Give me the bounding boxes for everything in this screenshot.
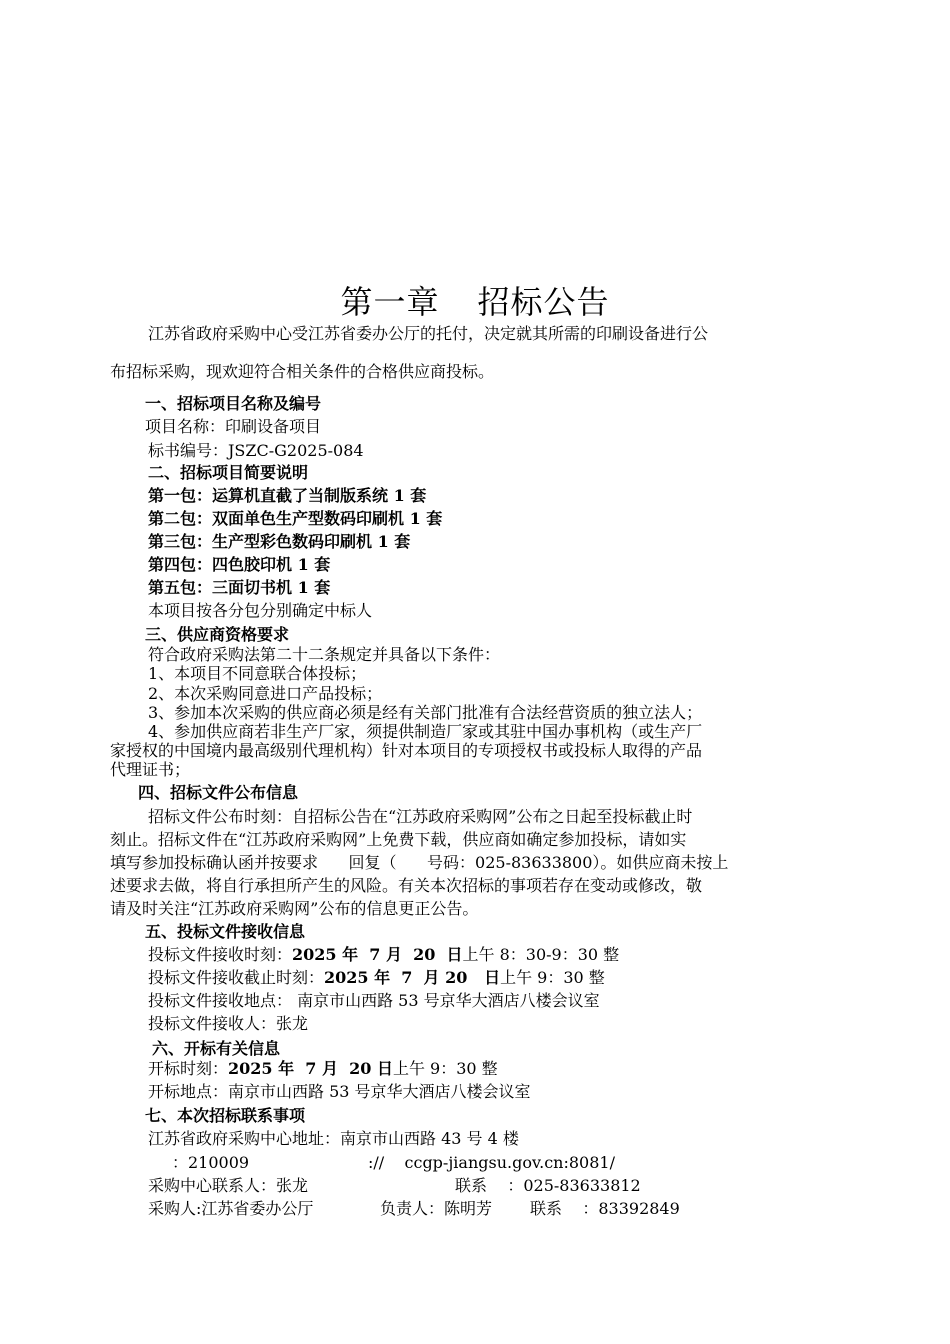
package-note: 本项目按各分包分别确定中标人 [148,601,373,620]
doc-info-line-2: 刻止。招标文件在“江苏政府采购网”上免费下载，供应商如确定参加投标，请如实 [110,830,687,849]
deadline-label: 投标文件接收截止时刻： [148,968,325,987]
intro-line-2: 布招标采购，现欢迎符合相关条件的合格供应商投标。 [110,362,495,381]
opening-time-row [148,1058,498,1080]
package-2: 第二包：双面单色生产型数码印刷机 1 套 [148,509,443,528]
section-2-heading: 二、招标项目简要说明 [148,463,309,482]
receive-time-date: 2025 年 7 月 20 日 [292,945,463,964]
qualification-item-4c: 代理证书； [110,760,191,779]
center-address: 江苏省政府采购中心地址：南京市山西路 43 号 4 楼 [148,1129,519,1148]
buyer: 采购人:江苏省委办公厅 [148,1199,314,1218]
center-contact: 采购中心联系人：张龙 [148,1176,309,1195]
qualification-intro: 符合政府采购法第二十二条规定并具备以下条件： [148,645,501,664]
website-url[interactable]: :// ccgp-jiangsu.gov.cn:8081/ [368,1153,615,1172]
buyer-phone: 联系 ：83392849 [530,1199,680,1218]
section-3-heading: 三、供应商资格要求 [145,625,290,644]
opening-time: 上午 9：30 整 [392,1059,498,1078]
receiver: 投标文件接收人：张龙 [148,1014,309,1033]
qualification-item-4b: 家授权的中国境内最高级别代理机构）针对本项目的专项授权书或投标人取得的产品 [110,741,703,760]
package-4: 第四包：四色胶印机 1 套 [148,555,331,574]
deadline-row [148,967,605,989]
section-4-heading: 四、招标文件公布信息 [138,783,299,802]
doc-info-line-5: 请及时关注“江苏政府采购网”公布的信息更正公告。 [110,899,479,918]
section-7-heading: 七、本次招标联系事项 [145,1106,306,1125]
page-title [0,282,950,322]
receive-time-time: 上午 8：30-9：30 整 [462,945,620,964]
package-5: 第五包：三面切书机 1 套 [148,578,331,597]
deadline-date: 2025 年 7 月 20 日 [324,968,501,987]
package-3: 第三包：生产型彩色数码印刷机 1 套 [148,532,411,551]
opening-location: 开标地点：南京市山西路 53 号京华大酒店八楼会议室 [148,1082,531,1101]
qualification-item-2: 2、本次采购同意进口产品投标； [148,684,383,703]
postal-code: ：210009 [172,1153,250,1172]
tender-code: 标书编号：JSZC-G2025-084 [148,441,364,460]
opening-date: 2025 年 7 月 20 日 [228,1059,393,1078]
deadline-time: 上午 9：30 整 [500,968,605,987]
package-1: 第一包：运算机直截了当制版系统 1 套 [148,486,427,505]
doc-info-line-4: 述要求去做，将自行承担所产生的风险。有关本次招标的事项若存在变动或修改，敬 [110,876,703,895]
chapter-label: 第一章 [340,283,440,321]
section-1-heading: 一、招标项目名称及编号 [145,394,322,413]
receive-location: 投标文件接收地点： 南京市山西路 53 号京华大酒店八楼会议室 [148,991,600,1010]
intro-line-1: 江苏省政府采购中心受江苏省委办公厅的托付，决定就其所需的印刷设备进行公 [148,324,709,343]
doc-info-line-1: 招标文件公布时刻：自招标公告在“江苏政府采购网”公布之日起至投标截止时 [148,807,693,826]
qualification-item-1: 1、本项目不同意联合体投标； [148,664,367,683]
chapter-title: 招标公告 [477,283,610,321]
receive-time-row [148,944,619,966]
buyer-responsible: 负责人：陈明芳 [380,1199,493,1218]
section-5-heading: 五、投标文件接收信息 [145,922,306,941]
receive-time-label: 投标文件接收时刻： [148,945,293,964]
opening-time-label: 开标时刻： [148,1059,229,1078]
doc-info-line-3: 填写参加投标确认函并按要求 回复（ 号码：025-83633800）。如供应商未按上 [110,853,729,872]
qualification-item-4a: 4、参加供应商若非生产厂家，须提供制造厂家或其驻中国办事机构（或生产厂 [148,722,703,741]
project-name: 项目名称：印刷设备项目 [145,417,322,436]
section-6-heading: 六、开标有关信息 [152,1039,281,1058]
qualification-item-3: 3、参加本次采购的供应商必须是经有关部门批准有合法经营资质的独立法人； [148,703,703,722]
center-phone: 联系 ：025-83633812 [455,1176,641,1195]
